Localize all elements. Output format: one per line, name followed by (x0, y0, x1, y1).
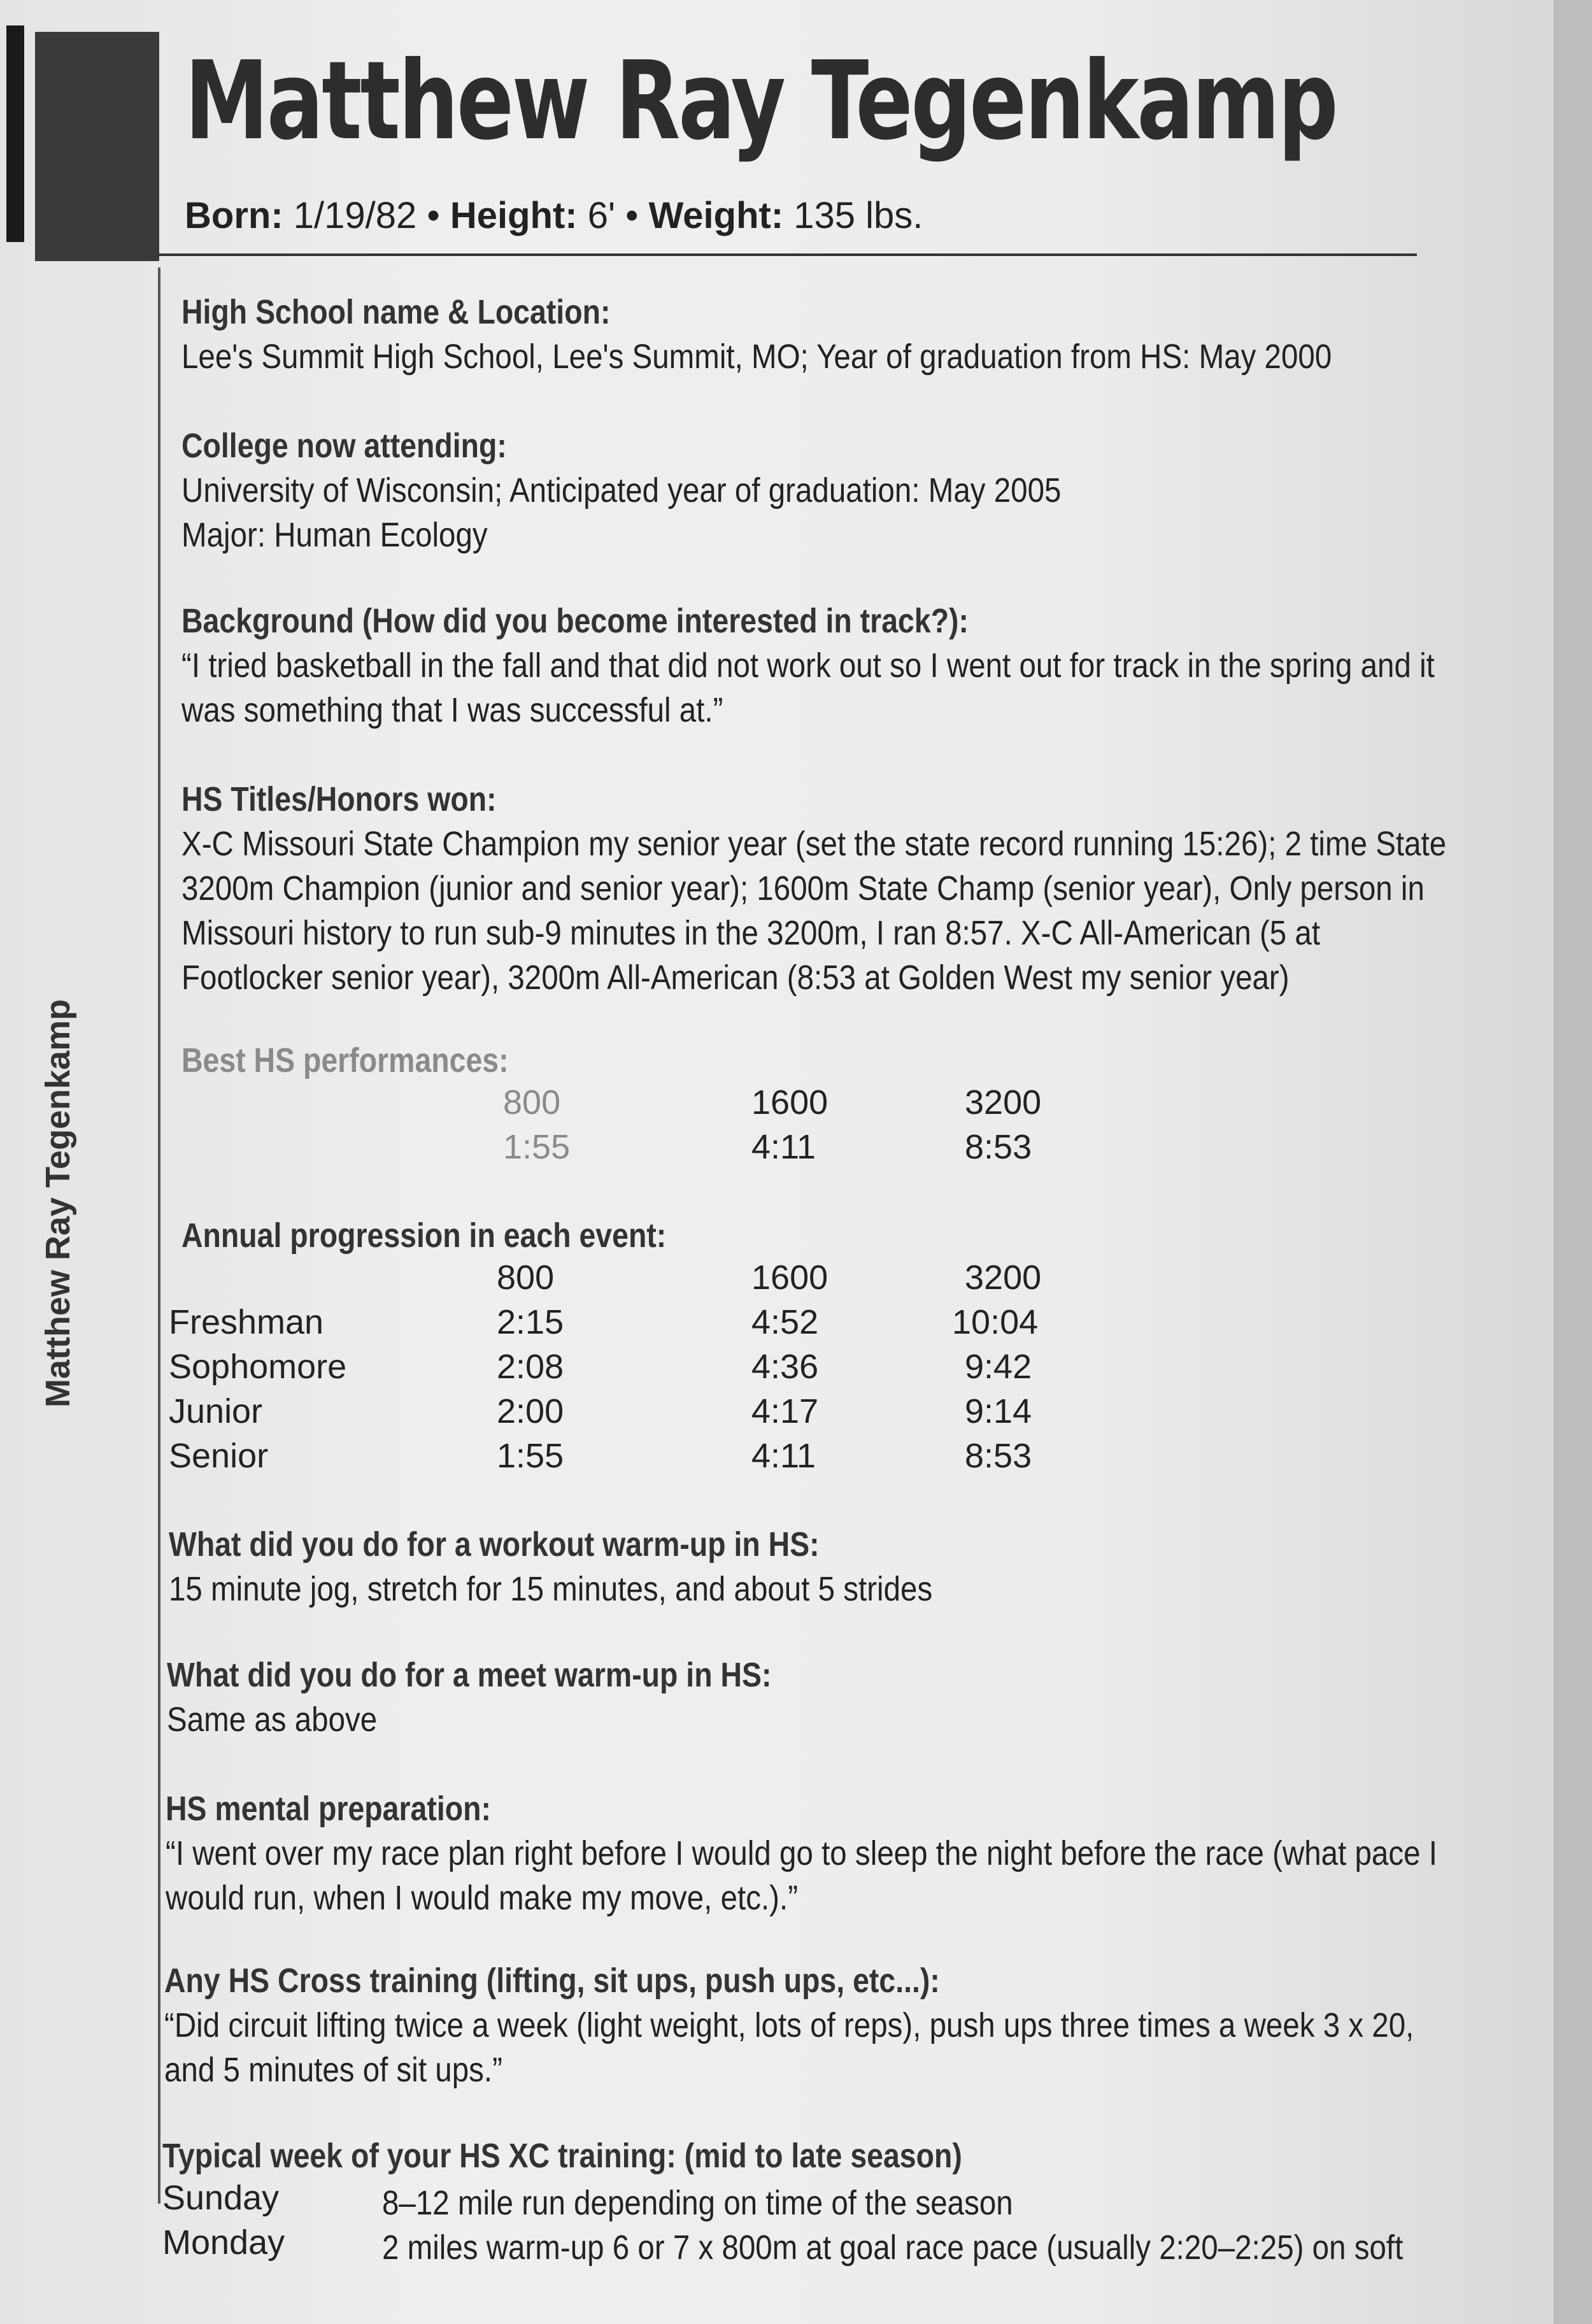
section-text: Major: Human Ecology (181, 516, 488, 554)
height-value: 6' • (587, 195, 639, 236)
section-heading: Typical week of your HS XC training: (mid to late season) (162, 2137, 962, 2175)
section-text: and 5 minutes of sit ups.” (164, 2051, 502, 2089)
section-heading: Any HS Cross training (lifting, sit ups, push ups, etc...): (164, 1962, 940, 2000)
section-text: “I tried basketball in the fall and that did not work out so I went out for track in the spring and it (181, 646, 1435, 685)
progression-time: 9:14 (965, 1392, 1032, 1430)
section-text: Footlocker senior year), 3200m All-American (8:53 at Golden West my senior year) (181, 959, 1290, 997)
section-text: 3200m Champion (junior and senior year); 1600m State Champ (senior year), Only person in (181, 869, 1425, 908)
progression-section (181, 1213, 1430, 1258)
section-heading: HS mental preparation: (166, 1790, 491, 1828)
section-heading: HS Titles/Honors won: (181, 780, 497, 818)
cross-training-section (164, 1958, 1412, 2092)
section-text: Missouri history to run sub-9 minutes in the 3200m, I ran 8:57. X-C All-American (5 at (181, 914, 1321, 952)
day-plan: 2 miles warm-up 6 or 7 x 800m at goal race pace (usually 2:20–2:25) on soft (382, 2228, 1404, 2267)
day-label: Sunday (162, 2179, 280, 2217)
header-block (35, 32, 159, 261)
year-label: Junior (169, 1392, 263, 1430)
section-heading: College now attending: (181, 427, 507, 465)
event-header: 800 (497, 1258, 555, 1297)
page-title: Matthew Ray Tegenkamp (185, 38, 1337, 164)
progression-time: 4:36 (751, 1348, 819, 1386)
section-text: Same as above (167, 1700, 378, 1739)
progression-time: 8:53 (965, 1437, 1032, 1475)
side-running-label: Matthew Ray Tegenkamp (39, 999, 77, 1408)
vertical-rule (158, 267, 160, 2204)
section-text: was something that I was successful at.” (181, 691, 723, 729)
section-text: X-C Missouri State Champion my senior year (set the state record running 15:26); 2 time State (181, 825, 1447, 863)
section-text: 15 minute jog, stretch for 15 minutes, and about 5 strides (169, 1570, 933, 1608)
section-heading: High School name & Location: (181, 293, 611, 331)
section-text: Lee's Summit High School, Lee's Summit, MO; Year of graduation from HS: May 2000 (181, 338, 1332, 376)
progression-time: 10:04 (952, 1303, 1039, 1341)
best-time: 1:55 (503, 1128, 571, 1166)
section-heading: Annual progression in each event: (181, 1216, 667, 1255)
section-text: “I went over my race plan right before I would go to sleep the night before the race (what pace I (166, 1834, 1437, 1872)
high-school-section (181, 290, 1430, 379)
event-header: 1600 (751, 1258, 828, 1297)
progression-time: 2:00 (497, 1392, 564, 1430)
born-value: 1/19/82 • (293, 195, 440, 236)
mental-prep-section (166, 1786, 1437, 1920)
event-header: 3200 (965, 1258, 1042, 1297)
section-heading: What did you do for a meet warm-up in HS: (167, 1656, 772, 1694)
event-header: 800 (503, 1083, 561, 1122)
athlete-meta (185, 194, 923, 237)
best-time: 4:11 (751, 1128, 816, 1166)
best-performances-section (181, 1038, 1430, 1083)
progression-time: 4:52 (751, 1303, 819, 1341)
best-time: 8:53 (965, 1128, 1032, 1166)
section-text: University of Wisconsin; Anticipated year of graduation: May 2005 (181, 471, 1062, 510)
meet-warmup-section (167, 1653, 1415, 1742)
header-divider (159, 253, 1417, 256)
section-heading: What did you do for a workout warm-up in HS: (169, 1525, 820, 1564)
progression-time: 2:08 (497, 1348, 564, 1386)
year-label: Senior (169, 1437, 269, 1475)
section-text: “Did circuit lifting twice a week (light weight, lots of reps), push ups three times a week 3 x 20, (164, 2006, 1414, 2044)
weight-label: Weight: (648, 195, 784, 236)
progression-time: 1:55 (497, 1437, 564, 1475)
event-header: 1600 (751, 1083, 828, 1122)
college-section (181, 424, 1430, 557)
year-label: Sophomore (169, 1348, 347, 1386)
event-header: 3200 (965, 1083, 1042, 1122)
progression-time: 4:17 (751, 1392, 819, 1430)
titles-section (181, 777, 1447, 1000)
background-section (181, 599, 1435, 732)
progression-time: 4:11 (751, 1437, 816, 1475)
progression-time: 9:42 (965, 1348, 1032, 1386)
weight-value: 135 lbs. (793, 195, 923, 236)
progression-time: 2:15 (497, 1303, 564, 1341)
weekly-training-section (162, 2134, 1411, 2178)
section-heading: Best HS performances: (181, 1041, 509, 1080)
section-text: would run, when I would make my move, etc.).” (166, 1879, 799, 1917)
adjacent-page-edge (1554, 0, 1592, 2324)
height-label: Height: (450, 195, 578, 236)
born-label: Born: (185, 195, 283, 236)
section-heading: Background (How did you become interested in track?): (181, 602, 969, 640)
year-label: Freshman (169, 1303, 324, 1341)
workout-warmup-section (169, 1522, 1417, 1611)
day-label: Monday (162, 2223, 285, 2262)
day-plan: 8–12 mile run depending on time of the season (382, 2184, 1013, 2222)
black-margin-bar (6, 25, 24, 242)
